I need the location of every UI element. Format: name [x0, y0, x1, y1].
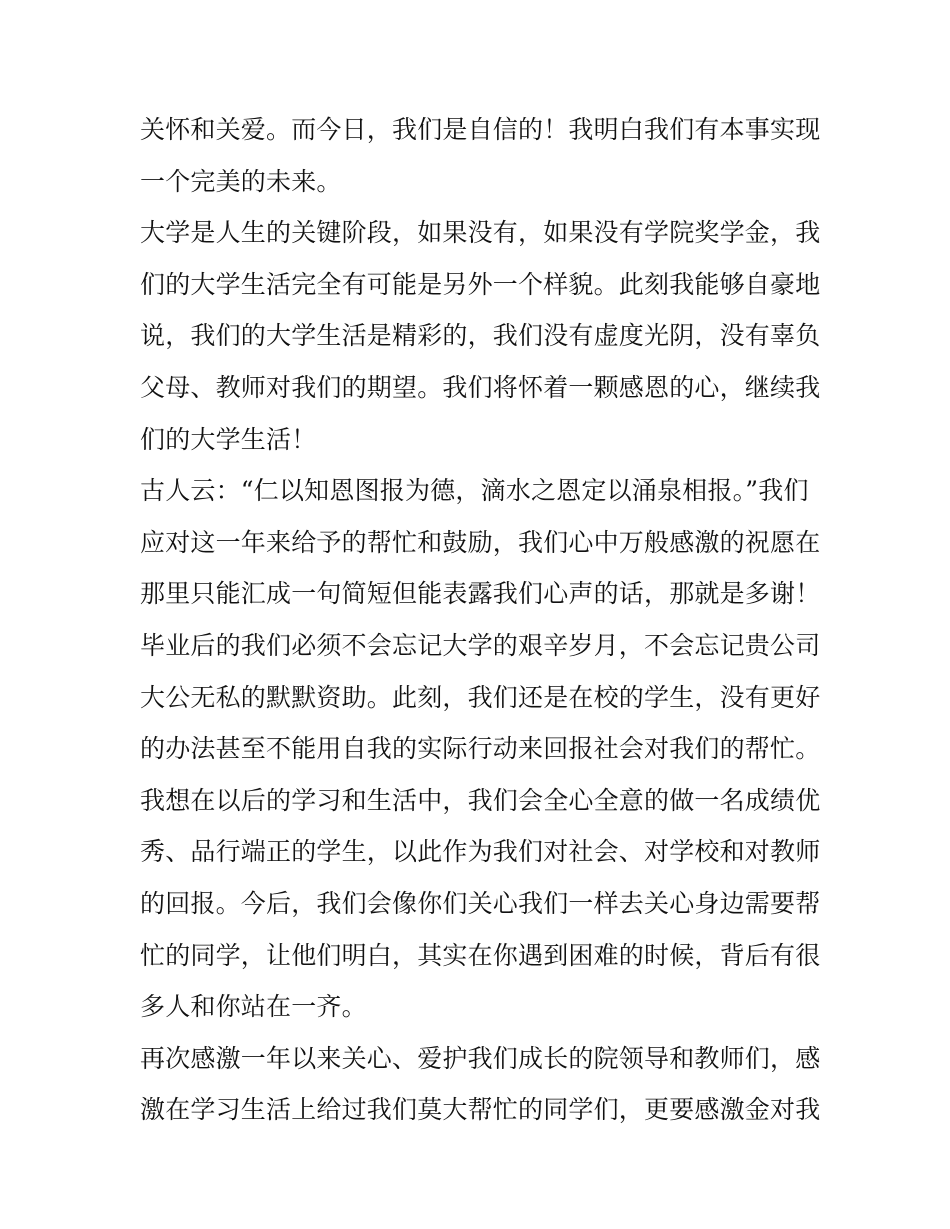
text-line: 毕业后的我们必须不会忘记大学的艰辛岁月，不会忘记贵公司 — [140, 630, 821, 660]
text-line: 秀、品行端正的学生，以此作为我们对社会、对学校和对教师 — [140, 837, 821, 867]
text-line: 们的大学生活完全有可能是另外一个样貌。此刻我能够自豪地 — [140, 269, 821, 299]
text-line: 应对这一年来给予的帮忙和鼓励，我们心中万般感激的祝愿在 — [140, 527, 821, 557]
text-line: 的办法甚至不能用自我的实际行动来回报社会对我们的帮忙。 — [140, 734, 821, 764]
text-line: 忙的同学，让他们明白，其实在你遇到困难的时候，背后有很 — [140, 940, 821, 970]
body-text — [140, 104, 820, 1136]
text-line: 们的大学生活！ — [140, 424, 317, 454]
text-line: 关怀和关爱。而今日，我们是自信的！我明白我们有本事实现 — [140, 115, 821, 144]
text-line: 再次感激一年以来关心、爱护我们成长的院领导和教师们，感 — [140, 1043, 821, 1073]
text-line: 我想在以后的学习和生活中，我们会全心全意的做一名成绩优 — [140, 785, 821, 815]
text-line: 父母、教师对我们的期望。我们将怀着一颗感恩的心，继续我 — [140, 372, 821, 402]
text-line: 一个完美的未来。 — [140, 166, 342, 196]
text-line: 大公无私的默默资助。此刻，我们还是在校的学生，没有更好 — [140, 682, 821, 712]
text-line: 那里只能汇成一句简短但能表露我们心声的话，那就是多谢！ — [140, 579, 821, 609]
text-line: 多人和你站在一齐。 — [140, 992, 367, 1022]
text-line: 的回报。今后，我们会像你们关心我们一样去关心身边需要帮 — [140, 888, 821, 918]
text-line: 大学是人生的关键阶段，如果没有，如果没有学院奖学金，我 — [140, 218, 821, 248]
text-line: 说，我们的大学生活是精彩的，我们没有虚度光阴，没有辜负 — [140, 321, 821, 351]
text-line: 激在学习生活上给过我们莫大帮忙的同学们，更要感激金对我 — [140, 1095, 821, 1125]
text-line: 古人云：“仁以知恩图报为德，滴水之恩定以涌泉相报。”我们 — [140, 476, 809, 506]
